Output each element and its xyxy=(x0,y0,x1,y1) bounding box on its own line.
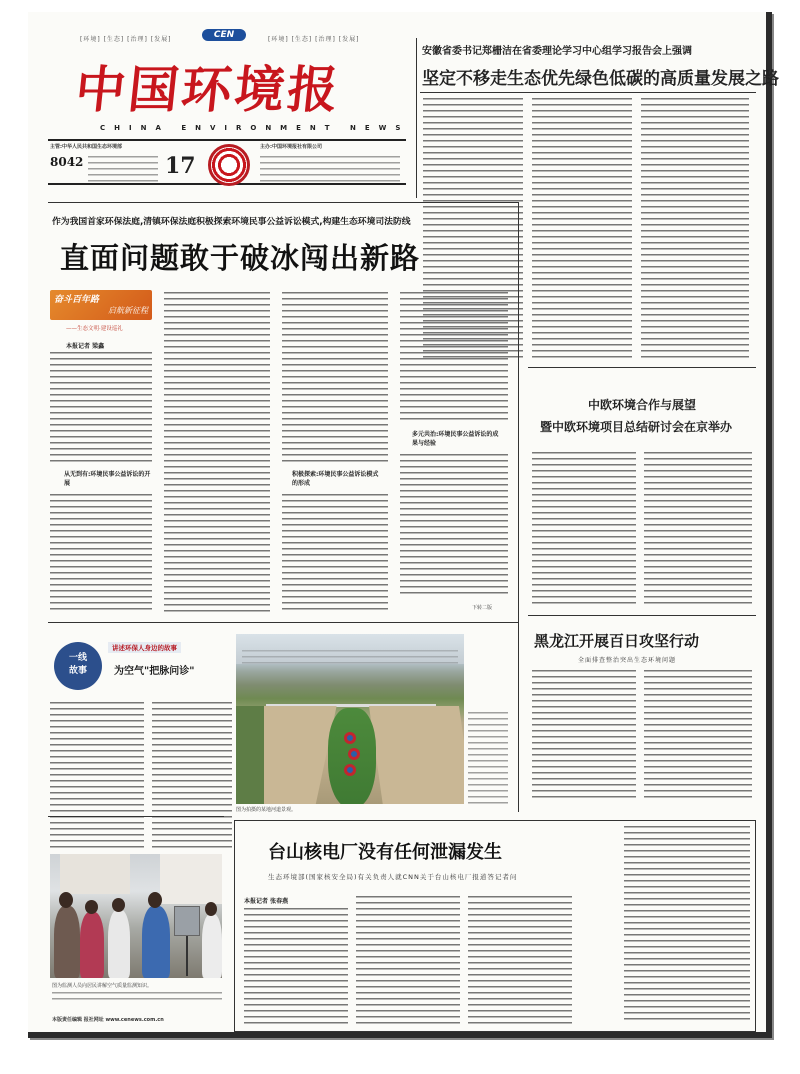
right-story-1-headline-2: 暨中欧环境项目总结研讨会在京举办 xyxy=(540,420,733,434)
feature-story-headline: 为空气"把脉问诊" xyxy=(114,666,195,677)
newspaper-emblem-icon xyxy=(208,144,250,186)
lead-subhead-3: 多元共治:环境民事公益诉讼的成果与经验 xyxy=(412,431,499,447)
lead-story-headline: 直面问题敢于破冰闯出新路 xyxy=(60,241,421,275)
river-photo-side-text xyxy=(468,712,508,806)
column-badge-line1: 奋斗百年路 xyxy=(54,295,100,305)
lead-col-3a xyxy=(282,292,388,464)
column-badge xyxy=(50,290,152,320)
lead-col-1a xyxy=(50,352,152,462)
bottom-story-headline: 台山核电厂没有任何泄漏发生 xyxy=(268,842,502,863)
cen-logo-badge: CEN xyxy=(202,29,246,41)
lead-col-1b xyxy=(50,494,152,612)
bottom-story-byline: 本报记者 张春燕 xyxy=(244,898,289,905)
masthead-title: 中国环境报 xyxy=(72,61,344,119)
people-photo-caption-extra xyxy=(52,992,222,1004)
feature-badge-top: 一线 xyxy=(68,653,87,663)
right-story-1-headline-1: 中欧环境合作与展望 xyxy=(588,398,697,412)
sponsor-right: 主办:中国环境报社有限公司 xyxy=(260,144,323,150)
bottom-story-col-2 xyxy=(356,896,460,1024)
right-story-2-deck: 全面排查整治突出生态环境问题 xyxy=(578,657,677,664)
monitoring-team-photo xyxy=(50,854,222,978)
masthead-info-text xyxy=(88,156,158,182)
top-story-kicker: 安徽省委书记郑栅洁在省委理论学习中心组学习报告会上强调 xyxy=(422,46,692,57)
top-story-col-3 xyxy=(641,98,749,360)
river-photo-caption: 图为拍摄的某地河道景观。 xyxy=(236,807,297,813)
issue-number: 8042 xyxy=(50,155,84,169)
lead-col-3b xyxy=(282,494,388,612)
river-aerial-photo xyxy=(236,634,464,804)
feature-story-badge xyxy=(54,642,102,690)
masthead-contact-text xyxy=(260,156,400,182)
feature-story-tag: 讲述环保人身边的故事 xyxy=(108,642,181,653)
right-story-2-col-2 xyxy=(644,670,752,800)
lead-story-kicker: 作为我国首家环保法庭,清镇环保法庭积极探索环境民事公益诉讼模式,构建生态环境司法防线 xyxy=(52,217,411,227)
sponsor-left: 主管:中华人民共和国生态环境部 xyxy=(50,144,123,150)
masthead-tags-right: [环境] [生态] [治理] [发展] xyxy=(268,36,360,43)
lead-subhead-2: 积极探索:环境民事公益诉讼模式的形成 xyxy=(292,471,379,487)
lead-col-4a xyxy=(400,292,508,424)
lead-story-jump: 下转二版 xyxy=(472,605,493,611)
newspaper-front-page xyxy=(28,12,779,1038)
footer-link: 本版责任编辑 报社网址 www.cenews.com.cn xyxy=(52,1017,164,1023)
lead-col-4b xyxy=(400,454,508,598)
feature-badge-bottom: 故事 xyxy=(68,666,87,676)
feature-col-2 xyxy=(152,702,232,852)
issue-date-day: 17 xyxy=(165,153,196,179)
top-story-headline: 坚定不移走生态优先绿色低碳的高质量发展之路 xyxy=(422,69,779,89)
right-story-2-headline: 黑龙江开展百日攻坚行动 xyxy=(534,632,700,650)
lead-story-byline: 本报记者 梁鑫 xyxy=(66,343,105,350)
feature-col-1 xyxy=(50,702,144,852)
bottom-story-col-3 xyxy=(468,896,572,1024)
masthead-english: CHINA ENVIRONMENT NEWS xyxy=(100,124,410,132)
right-story-1-col-1 xyxy=(532,452,636,604)
top-story-col-2 xyxy=(532,98,632,360)
right-story-1-col-2 xyxy=(644,452,752,604)
lead-col-2 xyxy=(164,292,270,612)
bottom-story-col-1 xyxy=(244,908,348,1024)
bottom-story-deck: 生态环境部(国家核安全局)有关负责人就CNN关于台山核电厂报道答记者问 xyxy=(268,873,518,881)
masthead-tags-left: [环境] [生态] [治理] [发展] xyxy=(80,36,172,43)
bottom-story-col-4 xyxy=(624,826,750,1024)
lead-subhead-1: 从无到有:环境民事公益诉讼的开展 xyxy=(64,471,151,487)
people-photo-caption: 图为监测人员向居民讲解空气质量监测知识。 xyxy=(52,983,153,989)
column-badge-sub: ——生态文明·建设巡礼 xyxy=(66,326,123,332)
right-story-2-col-1 xyxy=(532,670,636,800)
column-badge-line2: 启航新征程 xyxy=(108,306,148,315)
